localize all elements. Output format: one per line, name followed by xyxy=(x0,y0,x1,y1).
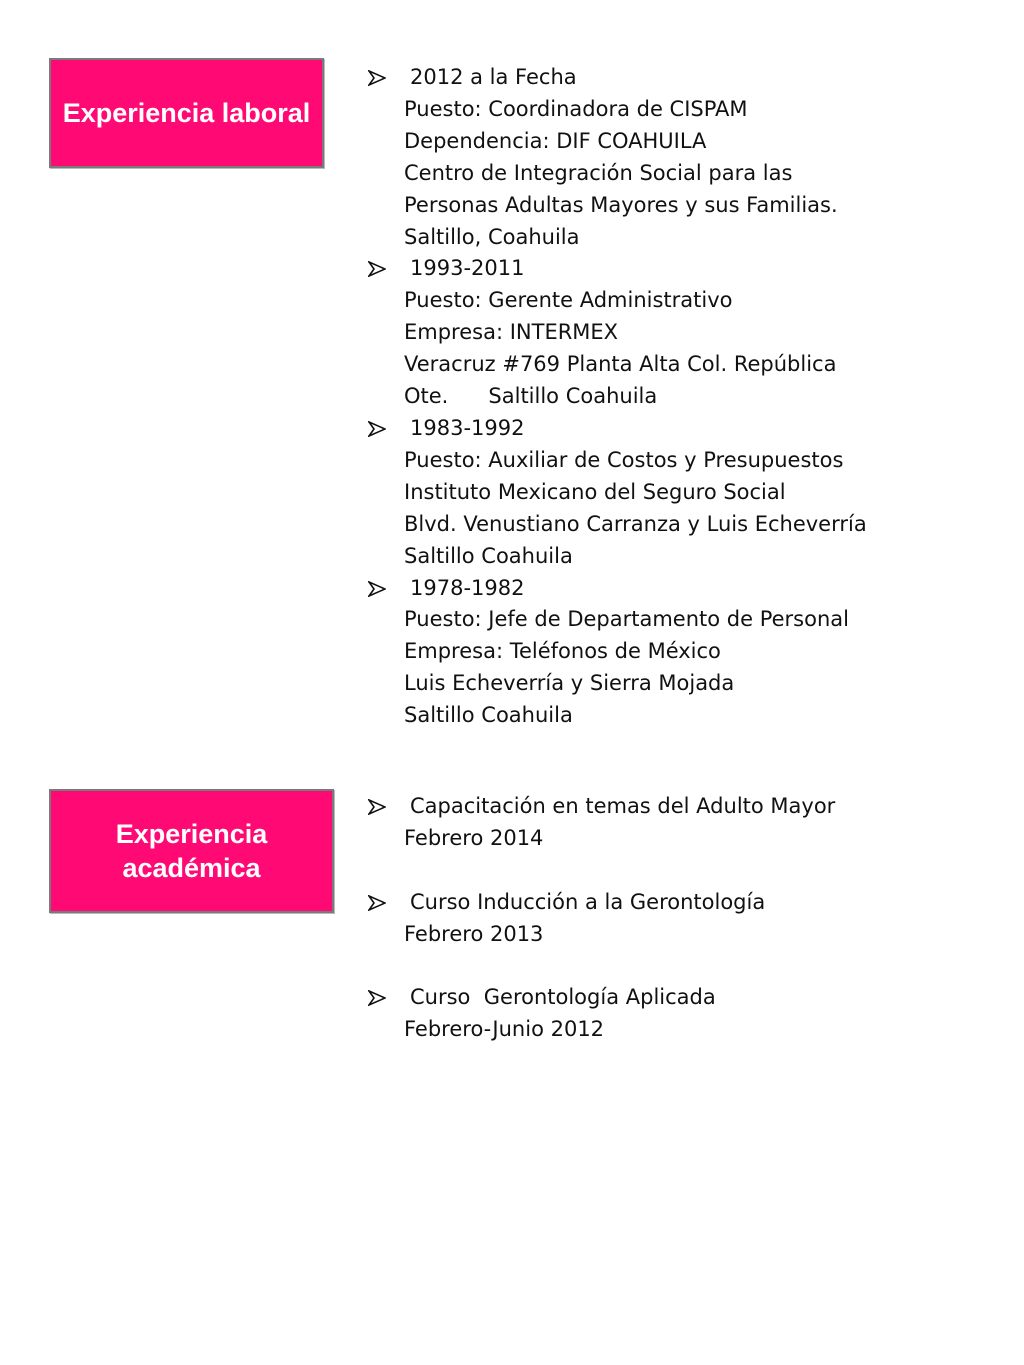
entry-line: Saltillo Coahuila xyxy=(404,543,573,568)
list-item xyxy=(368,413,928,573)
entry-line: Ote. Saltillo Coahuila xyxy=(404,384,658,409)
experiencia-laboral-list xyxy=(368,62,928,732)
spacer xyxy=(368,951,928,983)
experiencia-laboral-label-text: Experiencia laboral xyxy=(62,98,311,128)
spacer xyxy=(368,855,928,887)
arrowhead-bullet-icon xyxy=(368,990,386,1006)
experiencia-academica-label-text: Experiencia académica xyxy=(115,819,268,883)
entry-line: Puesto: Coordinadora de CISPAM xyxy=(404,96,748,121)
entry-line: Saltillo Coahuila xyxy=(404,703,573,728)
entry-line: Puesto: Gerente Administrativo xyxy=(404,288,733,313)
arrowhead-bullet-icon xyxy=(368,261,386,277)
arrowhead-bullet-icon xyxy=(368,799,386,815)
course-date: Febrero 2014 xyxy=(404,825,544,850)
arrowhead-bullet-icon xyxy=(368,70,386,86)
arrowhead-bullet-icon xyxy=(368,421,386,437)
entry-period: 1983-1992 xyxy=(410,415,525,440)
list-item xyxy=(368,791,928,855)
entry-period: 1978-1982 xyxy=(410,575,525,600)
entry-line: Dependencia: DIF COAHUILA xyxy=(404,128,707,153)
list-item xyxy=(368,887,928,951)
list-item xyxy=(368,62,928,253)
entry-line: Saltillo, Coahuila xyxy=(404,224,580,249)
arrowhead-bullet-icon xyxy=(368,581,386,597)
experiencia-academica-label xyxy=(49,789,334,913)
course-title: Curso Gerontología Aplicada xyxy=(410,985,716,1010)
list-item xyxy=(368,982,928,1046)
entry-line: Luis Echeverría y Sierra Mojada xyxy=(404,671,735,696)
entry-line: Puesto: Jefe de Departamento de Personal xyxy=(404,607,849,632)
entry-line: Instituto Mexicano del Seguro Social xyxy=(404,479,786,504)
entry-period: 1993-2011 xyxy=(410,256,525,281)
course-date: Febrero 2013 xyxy=(404,921,544,946)
entry-line: Personas Adultas Mayores y sus Familias. xyxy=(404,192,838,217)
experiencia-laboral-label xyxy=(49,58,324,168)
entry-line: Puesto: Auxiliar de Costos y Presupuestos xyxy=(404,447,844,472)
entry-line: Empresa: Teléfonos de México xyxy=(404,639,721,664)
course-title: Capacitación en temas del Adulto Mayor xyxy=(410,794,836,818)
entry-line: Veracruz #769 Planta Alta Col. República xyxy=(404,352,837,377)
list-item xyxy=(368,253,928,413)
course-date: Febrero-Junio 2012 xyxy=(404,1017,605,1042)
entry-period: 2012 a la Fecha xyxy=(410,65,577,89)
course-title: Curso Inducción a la Gerontología xyxy=(410,889,766,914)
arrowhead-bullet-icon xyxy=(368,895,386,911)
entry-line: Centro de Integración Social para las xyxy=(404,160,793,185)
entry-line: Blvd. Venustiano Carranza y Luis Echeverría xyxy=(404,511,867,536)
entry-line: Empresa: INTERMEX xyxy=(404,320,619,345)
list-item xyxy=(368,573,928,733)
experiencia-academica-list xyxy=(368,791,928,1046)
